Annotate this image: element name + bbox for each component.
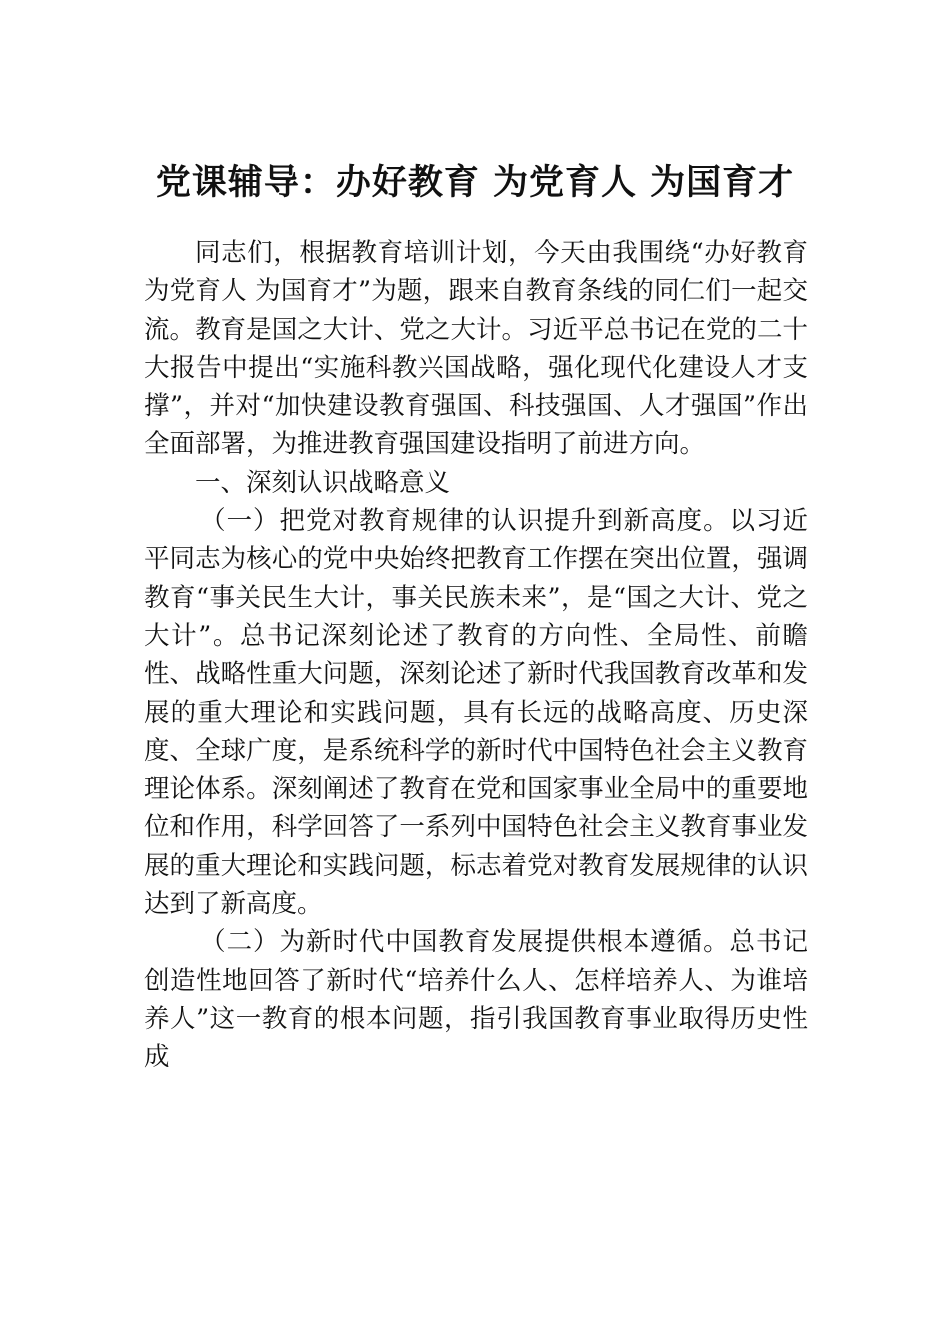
paragraph-point-one: （一）把党对教育规律的认识提升到新高度。以习近平同志为核心的党中央始终把教育工作摆在突出位置，强调教育“事关民生大计，事关民族未来”，是“国之大计、党之大计”。总书记深刻论述了教育的方向性、全局性、前瞻性、战略性重大问题，深刻论述了新时代我国教育改革和发展的重大理论和实践问题，具有长远的战略高度、历史深度、全球广度，是系统科学的新时代中国特色社会主义教育理论体系。深刻阐述了教育在党和国家事业全局中的重要地位和作用，科学回答了一系列中国特色社会主义教育事业发展的重大理论和实践问题，标志着党对教育发展规律的认识达到了新高度。 [144, 506, 808, 920]
paragraph-point-two: （二）为新时代中国教育发展提供根本遵循。总书记创造性地回答了新时代“培养什么人、怎样培养人、为谁培养人”这一教育的根本问题，指引我国教育事业取得历史性成 [144, 927, 808, 1073]
document-body [144, 234, 808, 1077]
document-title: 党课辅导：办好教育 为党育人 为国育才 [155, 162, 795, 203]
section-heading: 一、深刻认识战略意义 [195, 467, 451, 498]
paragraph-intro: 同志们，根据教育培训计划，今天由我围绕“办好教育 为党育人 为国育才”为题，跟来自教育条线的同仁们一起交流。教育是国之大计、党之大计。习近平总书记在党的二十大报告中提出“实施科教兴国战略，强化现代化建设人才支撑”，并对“加快建设教育强国、科技强国、人才强国”作出全面部署，为推进教育强国建设指明了前进方向。 [144, 238, 808, 460]
